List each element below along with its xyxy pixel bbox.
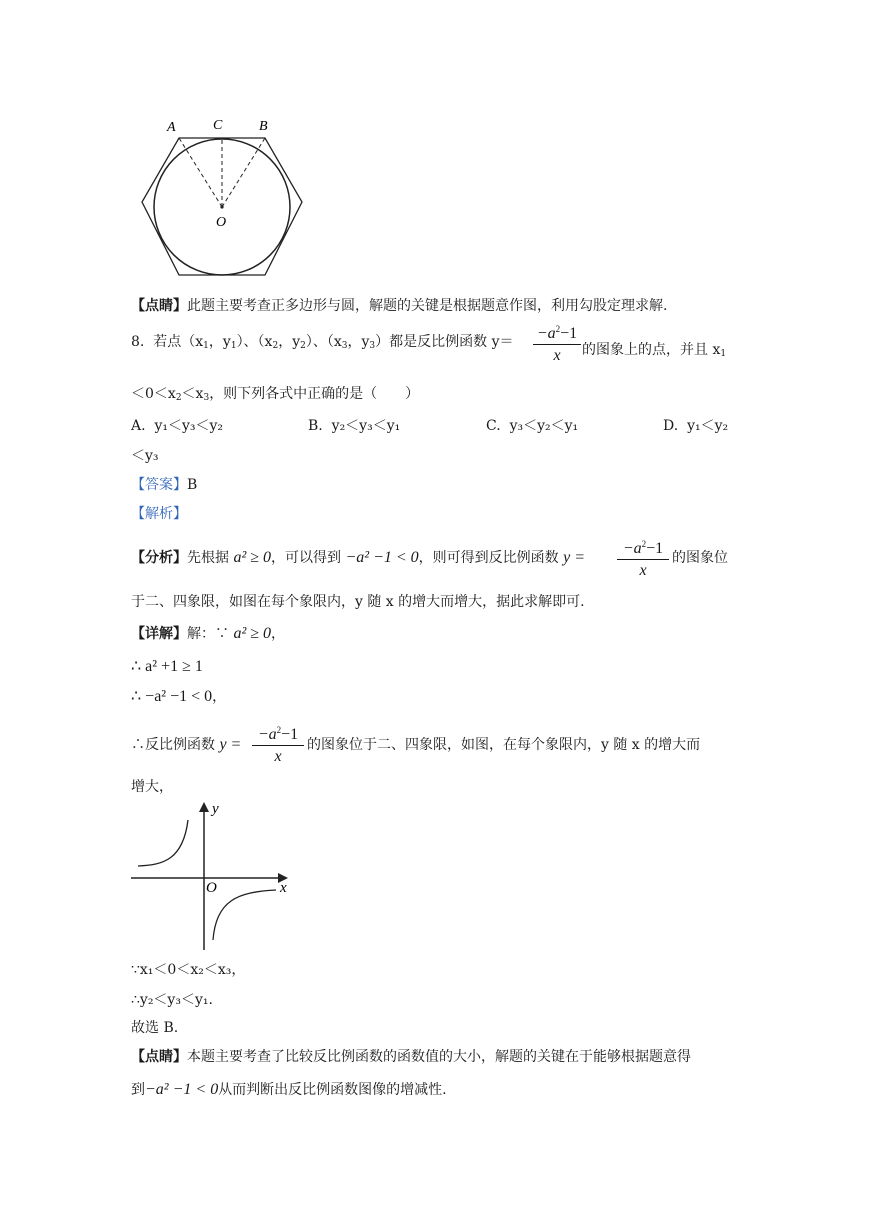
- answer-value: B: [187, 477, 198, 493]
- q-text: ，则下列各式中正确的是（ ）: [209, 386, 420, 402]
- option-a-label: A.: [131, 418, 146, 434]
- option-b[interactable]: [308, 417, 400, 435]
- note2-line-2: [131, 1081, 447, 1099]
- label-c: C: [213, 118, 223, 133]
- fenxi-text: ，可以得到: [271, 550, 342, 566]
- q-text: ）、（x: [305, 334, 342, 350]
- q-sub: 1: [720, 349, 727, 359]
- hexagon-circle-figure: [130, 110, 340, 285]
- question-line-2: [131, 385, 419, 403]
- option-c-text: y₃＜y₂＜y₁: [509, 418, 579, 434]
- question-line-1-end: [582, 341, 726, 359]
- q-sub: 2: [175, 393, 182, 403]
- note2-text: 本题主要考查了比较反比例函数的函数值的大小，解题的关键在于能够根据题意得: [187, 1049, 691, 1065]
- detail-line-2: ∴ a² +1 ≥ 1: [131, 658, 203, 675]
- frac-num: −a: [622, 540, 642, 557]
- detail-text: 解：∵: [187, 626, 229, 642]
- note1-line: [131, 297, 667, 315]
- fenxi-line-1: [131, 549, 585, 567]
- note1-tag: 【点睛】: [131, 298, 187, 314]
- q-sub: 1: [203, 341, 209, 351]
- frac-den: x: [639, 562, 647, 579]
- detail-line-5: 增大，: [131, 779, 173, 795]
- note2-tag: 【点睛】: [131, 1049, 187, 1065]
- answer-line: [131, 476, 197, 494]
- note2-text: 到: [131, 1082, 145, 1098]
- q-text: ＜x: [181, 386, 204, 402]
- option-c[interactable]: [486, 417, 578, 435]
- detail-line-4-end: 的图象位于二、四象限，如图，在每个象限内，y 随 x 的增大而: [307, 737, 701, 753]
- hyperbola-branch-lower-right: [213, 890, 276, 940]
- detail-line-1: [131, 625, 285, 643]
- fenxi-text: 先根据: [187, 550, 229, 566]
- q-text: ）、（x: [236, 334, 273, 350]
- frac-num: −a: [536, 325, 556, 342]
- graph-label-y: y: [212, 801, 219, 817]
- label-o: O: [216, 215, 227, 230]
- fenxi-math: −a² −1 < 0: [345, 549, 419, 566]
- option-a[interactable]: [131, 417, 223, 435]
- hyperbola-graph: [128, 800, 298, 955]
- note2-math: −a² −1 < 0: [145, 1081, 219, 1098]
- dashed-line-oa: [179, 138, 222, 207]
- detail-line-4: [131, 736, 241, 754]
- detail-line-3: [131, 688, 226, 706]
- q-sub: 3: [341, 341, 348, 351]
- analysis-tag: 【解析】: [131, 506, 187, 522]
- q-text: 若点（x: [153, 334, 204, 350]
- question-line-1: [131, 333, 514, 351]
- q-text: ）都是反比例函数 y＝: [375, 334, 514, 350]
- q-text: ＜0＜x: [131, 386, 176, 402]
- note2-line-1: [131, 1048, 691, 1066]
- option-d-label: D.: [663, 418, 679, 434]
- fenxi-line-1-end: 的图象位: [672, 550, 728, 566]
- detail-text: ，: [212, 689, 227, 705]
- detail-tag: 【详解】: [131, 626, 187, 642]
- note1-text: 此题主要考查正多边形与圆，解题的关键是根据题意作图，利用勾股定理求解.: [187, 298, 668, 314]
- detail-fraction: [252, 725, 304, 768]
- frac-exp: 2: [555, 324, 561, 334]
- frac-num: −1: [281, 726, 299, 743]
- fenxi-fraction: [617, 539, 669, 582]
- label-a: A: [167, 120, 176, 135]
- detail-math: y =: [219, 736, 242, 753]
- q-text: ，y: [278, 334, 301, 350]
- frac-num: −1: [646, 540, 664, 557]
- frac-den: x: [553, 347, 561, 364]
- option-d-continued: ＜y₃: [131, 448, 159, 464]
- frac-exp: 2: [641, 539, 647, 549]
- label-b: B: [259, 119, 268, 134]
- q-sub: 2: [300, 341, 306, 351]
- hyperbola-branch-upper-left: [138, 820, 188, 866]
- frac-exp: 2: [276, 725, 282, 735]
- detail-text: ∴反比例函数: [131, 737, 215, 753]
- option-b-label: B.: [308, 418, 323, 434]
- q-text: 的图象上的点，并且 x: [582, 342, 721, 358]
- option-c-label: C.: [486, 418, 501, 434]
- detail-math: a² ≥ 0: [233, 625, 272, 642]
- frac-num: −a: [257, 726, 277, 743]
- option-b-text: y₂＜y₃＜y₁: [331, 418, 401, 434]
- detail-math: ∴ −a² −1 < 0: [131, 688, 213, 705]
- answer-tag: 【答案】: [131, 477, 187, 493]
- q-text: ，y: [347, 334, 370, 350]
- option-d[interactable]: [663, 417, 728, 435]
- note2-text: 从而判断出反比例函数图像的增减性.: [218, 1082, 447, 1098]
- frac-den: x: [274, 748, 282, 765]
- fenxi-math: a² ≥ 0: [233, 549, 272, 566]
- option-a-text: y₁＜y₃＜y₂: [154, 418, 224, 434]
- dashed-line-ob: [222, 138, 265, 207]
- graph-label-x: x: [280, 880, 287, 896]
- center-point: [220, 205, 223, 208]
- frac-num: −1: [560, 325, 578, 342]
- question-number: 8.: [131, 334, 145, 350]
- fenxi-math: y =: [563, 549, 586, 566]
- detail-line-6: ∵x₁＜0＜x₂＜x₃，: [131, 962, 246, 978]
- y-axis-arrow: [199, 802, 209, 812]
- detail-line-7: ∴y₂＜y₃＜y₁.: [131, 992, 213, 1008]
- q-sub: 3: [203, 393, 210, 403]
- question-fraction: [533, 324, 581, 367]
- q-sub: 3: [369, 341, 376, 351]
- fenxi-tag: 【分析】: [131, 550, 187, 566]
- q-sub: 2: [272, 341, 279, 351]
- fenxi-line-2: 于二、四象限，如图在每个象限内，y 随 x 的增大而增大，据此求解即可.: [131, 594, 585, 610]
- detail-line-8: 故选 B.: [131, 1020, 179, 1036]
- fenxi-text: ，则可得到反比例函数: [418, 550, 559, 566]
- q-text: ，y: [208, 334, 231, 350]
- graph-label-o: O: [206, 880, 217, 896]
- option-d-text: y₁＜y₂: [687, 418, 729, 434]
- detail-text: ，: [271, 626, 286, 642]
- q-sub: 1: [230, 341, 237, 351]
